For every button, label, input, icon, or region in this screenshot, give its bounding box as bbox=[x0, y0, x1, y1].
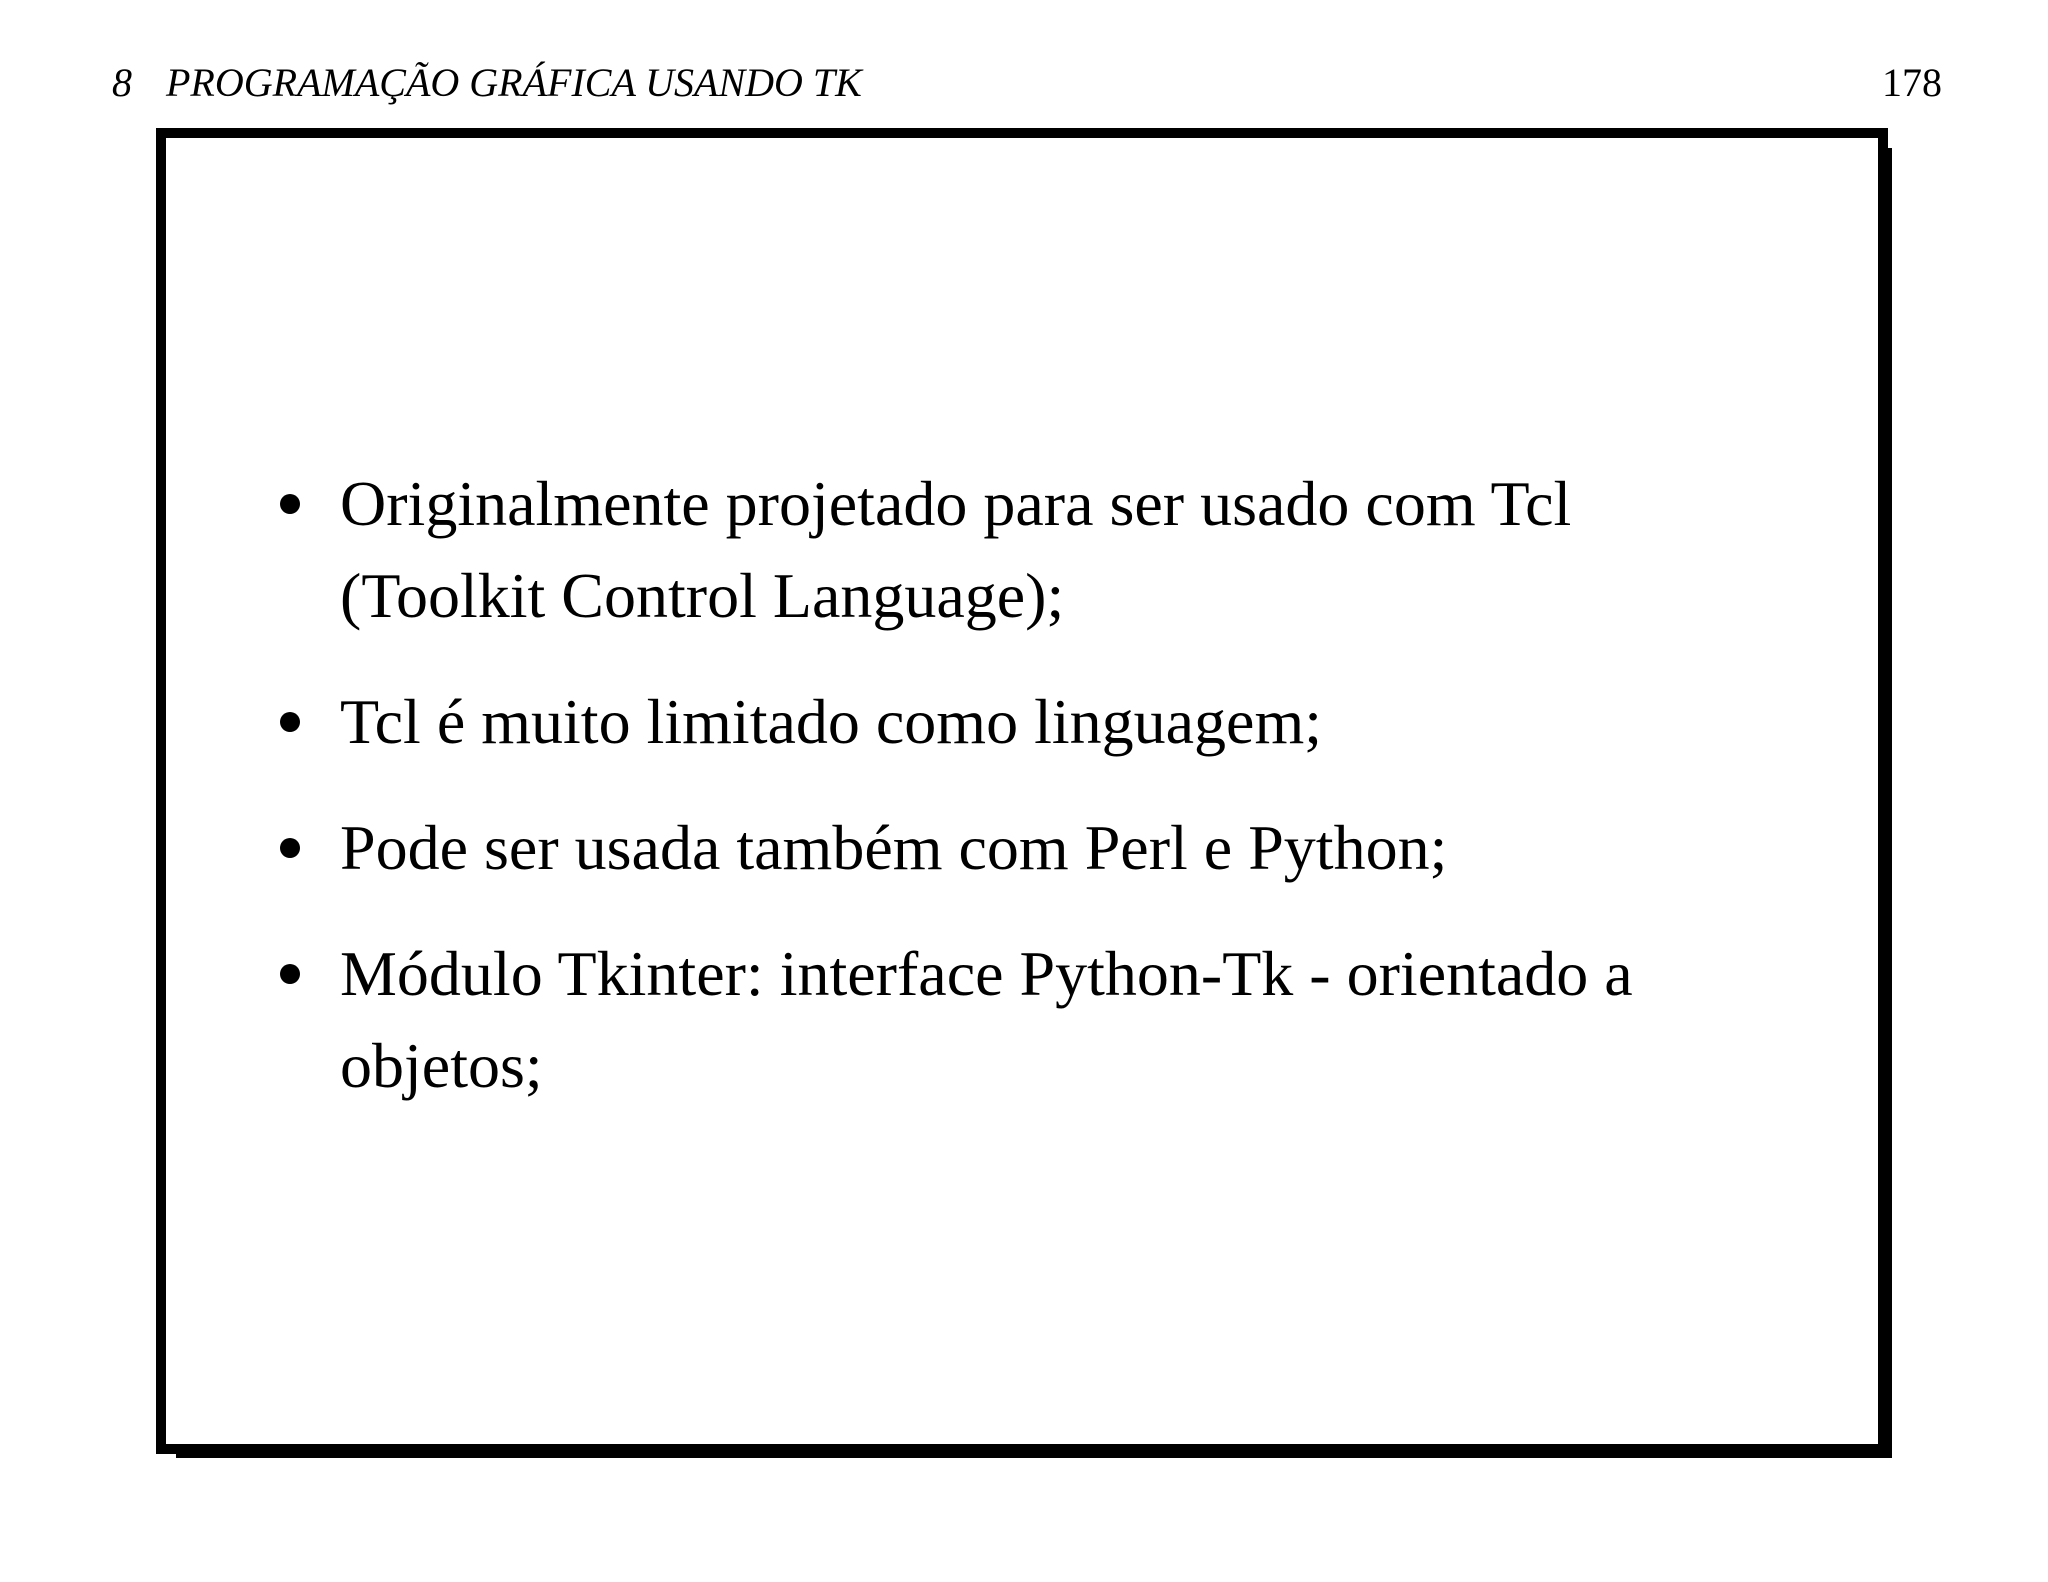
page-number: 178 bbox=[1882, 60, 1942, 105]
bullet-dot-icon bbox=[280, 712, 300, 732]
running-header bbox=[112, 58, 1942, 108]
bullet-list bbox=[276, 458, 1776, 1146]
section-number: 8 bbox=[112, 60, 132, 105]
bullet-text: Tcl é muito limitado como linguagem; bbox=[340, 686, 1322, 757]
bullet-item bbox=[276, 676, 1776, 768]
bullet-item bbox=[276, 802, 1776, 894]
bullet-dot-icon bbox=[280, 838, 300, 858]
section-title: PROGRAMAÇÃO GRÁFICA USANDO TK bbox=[166, 60, 862, 105]
section-heading bbox=[112, 58, 862, 108]
bullet-dot-icon bbox=[280, 964, 300, 984]
bullet-text: Módulo Tkinter: interface Python-Tk - orientado a objetos; bbox=[340, 938, 1633, 1101]
bullet-item bbox=[276, 928, 1776, 1112]
bullet-text: Originalmente projetado para ser usado com Tcl (Toolkit Control Language); bbox=[340, 468, 1572, 631]
slide-frame bbox=[156, 128, 1888, 1454]
bullet-text: Pode ser usada também com Perl e Python; bbox=[340, 812, 1448, 883]
bullet-dot-icon bbox=[280, 494, 300, 514]
bullet-item bbox=[276, 458, 1776, 642]
